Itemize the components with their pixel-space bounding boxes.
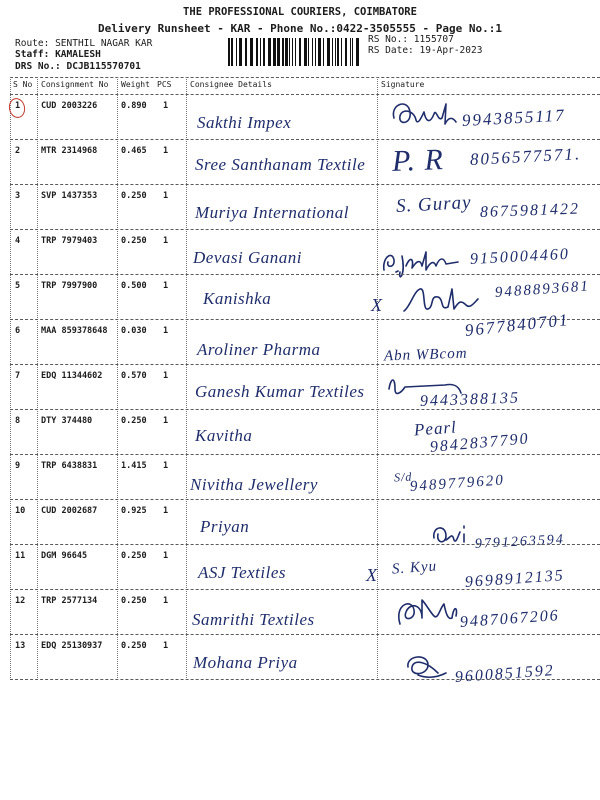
serial-number: 7 [15, 371, 21, 381]
table-row [0, 455, 600, 500]
barcode-bar [231, 38, 233, 66]
pieces-count: 1 [163, 236, 169, 246]
barcode-bar [256, 38, 258, 66]
header-signature: Signature [381, 80, 425, 89]
barcode-bar [327, 38, 330, 66]
pieces-count: 1 [163, 101, 169, 111]
receiver-phone-handwritten: 8675981422 [479, 200, 581, 221]
barcode-bar [292, 38, 293, 66]
weight-value: 0.250 [121, 551, 147, 561]
header-weight: Weight [121, 80, 150, 89]
table-row [0, 365, 600, 410]
signature-text: S/d [393, 469, 413, 485]
consignee-name-handwritten: Mohana Priya [193, 653, 298, 672]
receiver-phone-handwritten: 9842837790 [429, 430, 531, 456]
table-row [0, 140, 600, 185]
barcode-bar [285, 38, 288, 66]
weight-value: 0.500 [121, 281, 147, 291]
barcode-bar [304, 38, 307, 66]
barcode-bar [299, 38, 301, 66]
drs-number [15, 61, 141, 73]
barcode-bar [323, 38, 324, 66]
weight-value: 1.415 [121, 461, 147, 471]
receiver-phone-handwritten: 9443388135 [419, 389, 521, 410]
consignee-name-handwritten: Ganesh Kumar Textiles [195, 382, 365, 401]
rs-date-label: RS Date: [368, 45, 414, 56]
consignment-number: EDQ 25130937 [41, 641, 103, 651]
barcode-bar [335, 38, 336, 66]
table-top-border [10, 77, 600, 78]
serial-number: 1 [15, 101, 21, 111]
receiver-phone-handwritten: 9150004460 [469, 245, 571, 268]
pieces-count: 1 [163, 506, 169, 516]
serial-number: 8 [15, 416, 21, 426]
receiver-phone-handwritten: 8056577571. [469, 144, 582, 169]
signature-scribble [380, 242, 460, 278]
consignment-number: TRP 6438831 [41, 461, 98, 471]
barcode-bar [239, 38, 242, 66]
red-ink-circle-mark [7, 97, 27, 120]
weight-value: 0.890 [121, 101, 147, 111]
consignee-name-handwritten: Kavitha [195, 426, 253, 445]
header-sno: S No [13, 80, 33, 89]
receiver-phone-handwritten: 9487067206 [459, 607, 561, 631]
signature-scribble [400, 281, 480, 317]
serial-number: 5 [15, 281, 21, 291]
table-row [0, 185, 600, 230]
consignment-number: TRP 7979403 [41, 236, 98, 246]
serial-number: 4 [15, 236, 21, 246]
barcode-bar [273, 38, 276, 66]
rs-date-value: 19-Apr-2023 [419, 45, 483, 56]
receiver-phone-handwritten: 9698912135 [464, 567, 566, 591]
pieces-count: 1 [163, 146, 169, 156]
weight-value: 0.570 [121, 371, 147, 381]
weight-value: 0.250 [121, 416, 147, 426]
serial-number: 12 [15, 596, 26, 606]
barcode-bar [289, 38, 290, 66]
rs-number-label: RS No.: [368, 34, 409, 45]
signature-text: P. R [391, 143, 445, 178]
pieces-count: 1 [163, 416, 169, 426]
table-row [0, 275, 600, 320]
receiver-phone-handwritten: 9489779620 [409, 472, 506, 495]
staff-info [15, 49, 101, 61]
table-row [0, 635, 600, 686]
consignee-name-handwritten: Sakthi Impex [197, 113, 292, 132]
barcode-bar [277, 38, 280, 66]
barcode-bar [308, 38, 309, 66]
barcode-bar [236, 38, 237, 66]
signature-text: Pearl [413, 417, 458, 440]
barcode-bar [341, 38, 342, 66]
weight-value: 0.250 [121, 596, 147, 606]
route-label: Route: [15, 38, 50, 49]
rs-number-value: 1155707 [413, 34, 454, 45]
pieces-count: 1 [163, 641, 169, 651]
barcode-bar [337, 38, 339, 66]
consignment-number: MTR 2314968 [41, 146, 98, 156]
consignment-number: MAA 859378648 [41, 326, 108, 336]
consignee-name-handwritten: Samrithi Textiles [192, 610, 315, 629]
barcode-bar [245, 38, 247, 66]
barcode-bar [352, 38, 353, 66]
table-row [0, 590, 600, 635]
receiver-phone-handwritten: 9677840701 [463, 310, 571, 340]
rs-date [368, 45, 482, 57]
serial-number: 3 [15, 191, 21, 201]
table-row [0, 500, 600, 552]
receiver-phone-handwritten: 9488893681 [494, 278, 591, 301]
table-row [0, 95, 600, 140]
pieces-count: 1 [163, 326, 169, 336]
header-consignee: Consignee Details [190, 80, 272, 89]
consignment-number: EDQ 11344602 [41, 371, 103, 381]
serial-number: 10 [15, 506, 26, 516]
signature-scribble [388, 96, 468, 132]
barcode-bar [315, 38, 316, 66]
pieces-count: 1 [163, 191, 169, 201]
consignee-name-handwritten: Aroliner Pharma [197, 340, 321, 359]
barcode-bar [350, 38, 351, 66]
drs-value: DCJB115570701 [66, 61, 141, 72]
cross-mark: X [371, 295, 382, 315]
serial-number: 9 [15, 461, 21, 471]
receiver-phone-handwritten: 9791263594 [474, 532, 566, 552]
weight-value: 0.925 [121, 506, 147, 516]
signature-text: S. Guray [395, 192, 473, 217]
table-row [0, 410, 600, 455]
pieces-count: 1 [163, 461, 169, 471]
signature-text: Abn WBcom [383, 345, 468, 365]
drs-label: DRS No.: [15, 61, 61, 72]
serial-number: 6 [15, 326, 21, 336]
staff-label: Staff: [15, 49, 50, 60]
barcode-bar [260, 38, 261, 66]
table-row [0, 230, 600, 275]
consignee-name-handwritten: Kanishka [203, 289, 272, 308]
weight-value: 0.250 [121, 191, 147, 201]
barcode-bar [318, 38, 321, 66]
weight-value: 0.465 [121, 146, 147, 156]
barcode-bar [263, 38, 265, 66]
consignment-number: CUD 2002687 [41, 506, 98, 516]
company-title: THE PROFESSIONAL COURIERS, COIMBATORE [183, 6, 417, 18]
cross-mark: X [366, 565, 377, 585]
runsheet-subtitle: Delivery Runsheet - KAR - Phone No.:0422-3505555 - Page No.:1 [98, 22, 502, 35]
consignment-number: SVP 1437353 [41, 191, 98, 201]
consignment-number: CUD 2003226 [41, 101, 98, 111]
weight-value: 0.250 [121, 641, 147, 651]
barcode [228, 38, 362, 66]
consignee-name-handwritten: Sree Santhanam Textile [195, 155, 366, 174]
consignment-number: DGM 96645 [41, 551, 88, 561]
weight-value: 0.250 [121, 236, 147, 246]
consignment-number: DTY 374480 [41, 416, 93, 426]
weight-value: 0.030 [121, 326, 147, 336]
barcode-bar [250, 38, 253, 66]
barcode-bar [312, 38, 313, 66]
consignee-name-handwritten: Nivitha Jewellery [190, 475, 318, 494]
consignment-number: TRP 2577134 [41, 596, 98, 606]
pieces-count: 1 [163, 551, 169, 561]
consignment-number: TRP 7997900 [41, 281, 98, 291]
barcode-bar [282, 38, 284, 66]
staff-value: KAMALESH [55, 49, 101, 60]
barcode-bar [356, 38, 359, 66]
pieces-count: 1 [163, 596, 169, 606]
consignee-name-handwritten: ASJ Textiles [198, 563, 286, 582]
barcode-bar [268, 38, 271, 66]
pieces-count: 1 [163, 371, 169, 381]
signature-text: S. Kyu [391, 558, 438, 578]
receiver-phone-handwritten: 9600851592 [454, 662, 556, 686]
table-row [0, 545, 600, 590]
route-value: SENTHIL NAGAR KAR [55, 38, 153, 49]
barcode-bar [345, 38, 347, 66]
header-pcs: PCS [157, 80, 172, 89]
header-consignment: Consignment No [41, 80, 109, 89]
barcode-bar [332, 38, 333, 66]
consignee-name-handwritten: Muriya International [195, 203, 350, 222]
serial-number: 2 [15, 146, 21, 156]
serial-number: 13 [15, 641, 26, 651]
consignee-name-handwritten: Priyan [200, 517, 250, 536]
consignee-name-handwritten: Devasi Ganani [193, 248, 302, 267]
receiver-phone-handwritten: 9943855117 [461, 105, 567, 130]
table-row [0, 310, 600, 365]
serial-number: 11 [15, 551, 26, 561]
pieces-count: 1 [163, 281, 169, 291]
barcode-bar [228, 38, 230, 66]
barcode-bar [295, 38, 296, 66]
